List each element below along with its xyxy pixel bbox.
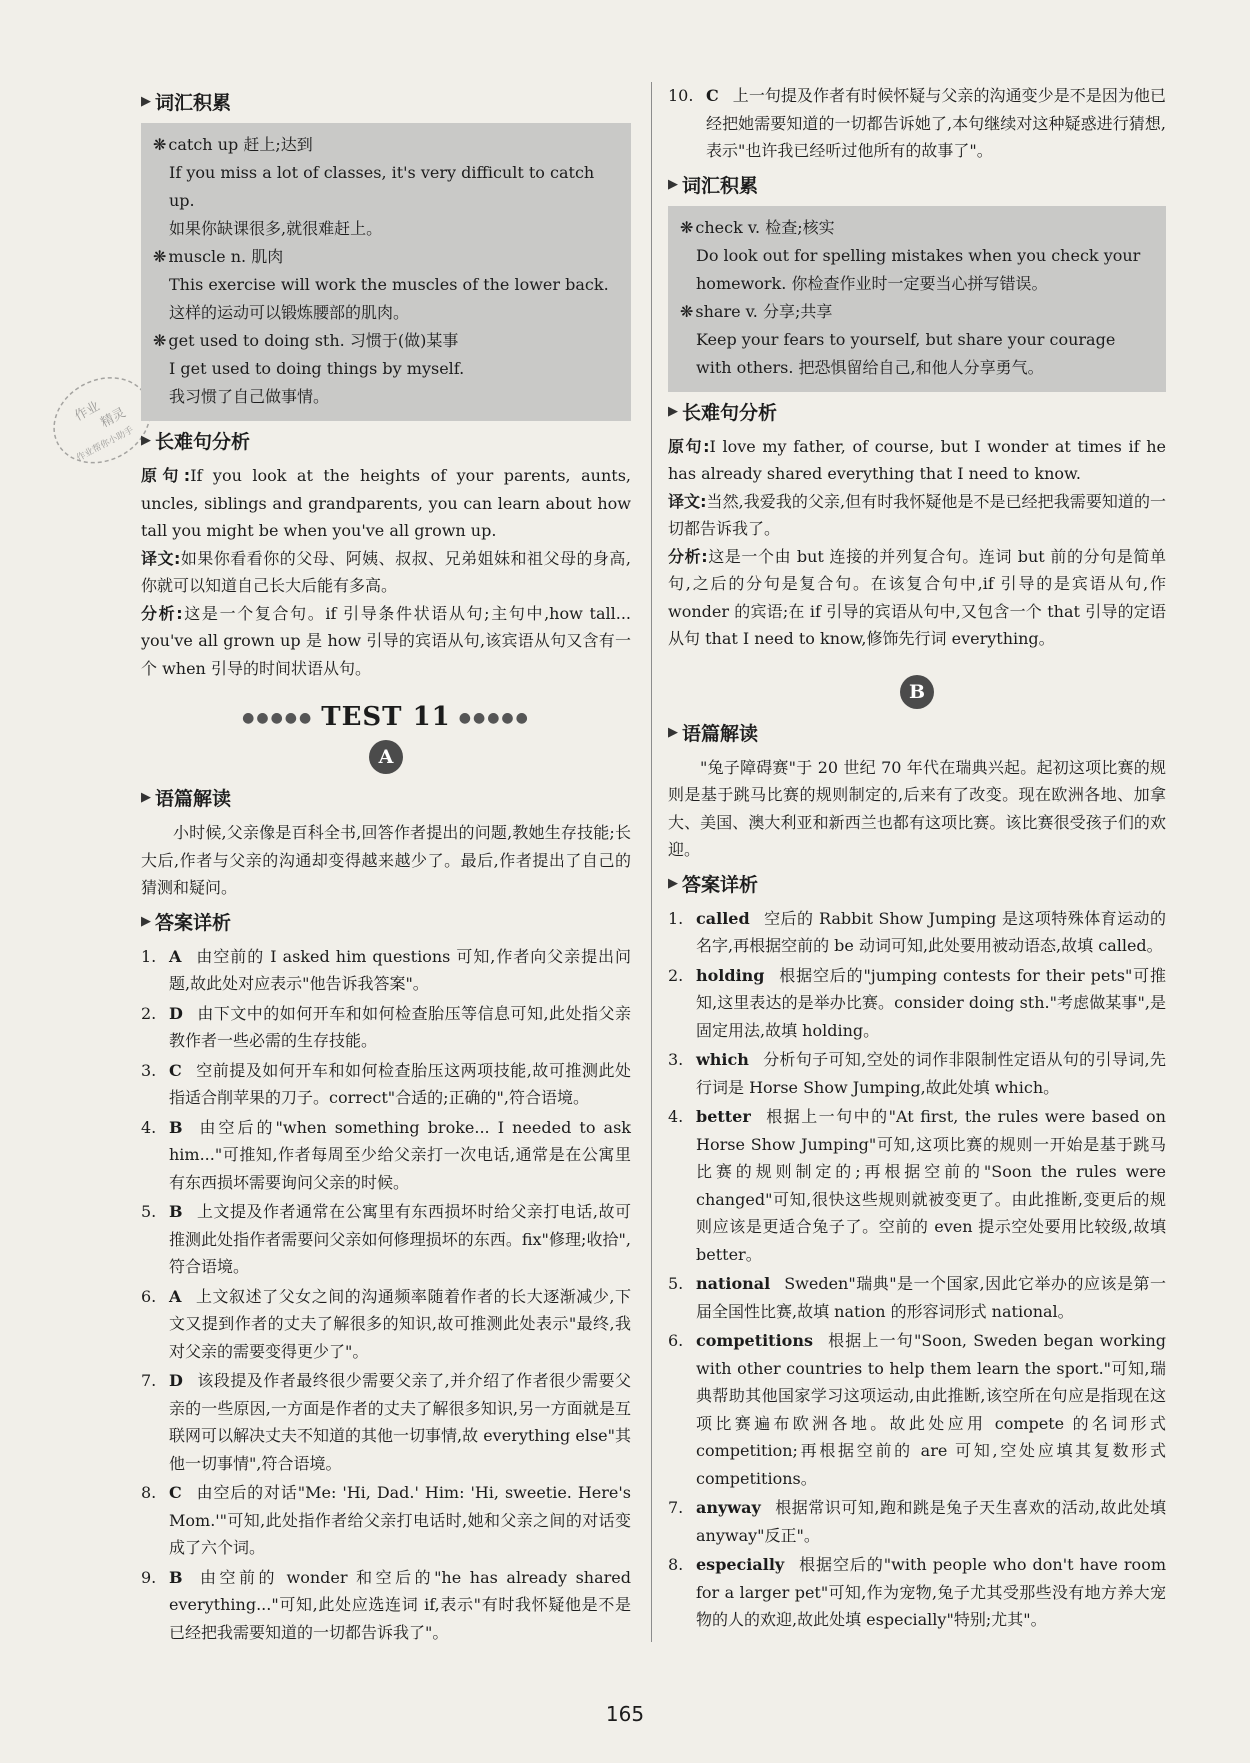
triangle-icon: ▶ [668,403,678,419]
original-sentence: 原句:I love my father, of course, but I wonder at times if he has already shared everything that I need to know. [668,436,1166,483]
asterisk-icon: ❋ [153,331,167,350]
answer-item: 5. national Sweden"瑞典"是一个国家,因此它举办的应该是第一届全国性比赛,故填 nation 的形容词形式 national。 [668,1274,1166,1321]
vocab-headword: ❋ get used to doing sth. 习惯于(做)某事 [153,331,459,350]
vocab-example-en: This exercise will work the muscles of the lower back. [169,275,609,294]
answer-item: 1. A 由空前的 I asked him questions 可知,作者向父亲提出问题,故此处对应表示"他告诉我答案"。 [141,946,631,993]
answer-item: 2. holding 根据空后的"jumping contests for their pets"可推知,这里表达的是举办比赛。consider doing sth."考虑做某事",是固定用法,故填 holding。 [668,965,1166,1040]
translation: 译文:当然,我爱我的父亲,但有时我怀疑他是不是已经把我需要知道的一切都告诉我了。 [668,491,1166,538]
right-vocab-heading: ▶ 词汇积累 [668,174,759,197]
left-sentence-heading: ▶ 长难句分析 [141,431,251,453]
left-vocab-heading: ▶ 词汇积累 [141,92,232,114]
passage-summary: "兔子障碍赛"于 20 世纪 70 年代在瑞典兴起。起初这项比赛的规则是基于跳马比赛的规则制定的,后来有了改变。现在欧洲各地、加拿大、美国、澳大利亚和新西兰也都有这项比赛。该比赛很受孩子们的欢迎。 [668,757,1166,859]
triangle-icon: ▶ [668,724,678,740]
answer-item: 7. D 该段提及作者最终很少需要父亲了,并介绍了作者很少需要父亲的一些原因,一方面是作者的丈夫了解很多知识,另一方面就是互联网可以解决丈夫不知道的其他一切事情,故 everything else"其他一切事情",符合语境。 [141,1371,631,1473]
vocab-example-en: I get used to doing things by myself. [169,359,465,378]
triangle-icon: ▶ [141,94,151,109]
answer-item: 2. D 由下文中的如何开车和如何检查胎压等信息可知,此处指父亲教作者一些必需的生存技能。 [141,1003,631,1050]
asterisk-icon: ❋ [680,217,694,237]
translation: 译文:如果你看看你的父母、阿姨、叔叔、兄弟姐妹和祖父母的身高,你就可以知道自己长大后能有多高。 [141,548,631,595]
triangle-icon: ▶ [141,913,151,929]
right-sentence-heading: ▶ 长难句分析 [668,401,778,424]
triangle-icon: ▶ [141,790,151,805]
original-sentence: 原句:If you look at the heights of your parents, aunts, uncles, siblings and grandparents, you can learn about how tall you might be when you've all grown up. [141,466,631,540]
vocab-example-zh: 如果你缺课很多,就很难赶上。 [169,219,383,238]
vocab-headword: ❋ check v. 检查;核实 [680,217,835,237]
passage-summary: 小时候,父亲像是百科全书,回答作者提出的问题,教她生存技能;长大后,作者与父亲的沟通却变得越来越少了。最后,作者提出了自己的猜测和疑问。 [141,823,631,897]
analysis: 分析:这是一个由 but 连接的并列复合句。连词 but 前的分句是简单句,之后的分句是复合句。在该复合句中,if 引导的是宾语从句,作 wonder 的宾语;在 if 引导的宾语从句中,又包含一个 that 引导的定语从句 that I need to know,修饰先行词 everything。 [668,546,1166,648]
left-passage-heading: ▶ 语篇解读 [141,788,232,810]
vocab-example-zh: 这样的运动可以锻炼腰部的肌肉。 [169,303,410,322]
analysis: 分析:这是一个复合句。if 引导条件状语从句;主句中,how tall... you've all grown up 是 how 引导的宾语从句,该宾语从句又含有一个 when 引导的时间状语从句。 [141,603,631,678]
answer-item: 5. B 上文提及作者通常在公寓里有东西损坏时给父亲打电话,故可推测此处指作者需要问父亲如何修理损坏的东西。fix"修理;收拾",符合语境。 [141,1202,631,1276]
triangle-icon: ▶ [668,875,678,891]
stamp-line3: 作业帮你小助手 [75,425,136,464]
section-a-badge: A [369,740,403,774]
answer-item: 7. anyway 根据常识可知,跑和跳是兔子天生喜欢的活动,故此处填 anyway"反正"。 [668,1498,1166,1545]
answer-item: 6. A 上文叙述了父女之间的沟通频率随着作者的长大逐渐减少,下文又提到作者的丈夫了解很多的知识,故可推测此处表示"最终,我对父亲的需要变得更少了"。 [141,1286,631,1361]
answer-item: 3. which 分析句子可知,空处的词作非限制性定语从句的引导词,先行词是 Horse Show Jumping,故此处填 which。 [668,1050,1166,1097]
right-column [668,82,1166,1636]
vocab-example-en: If you miss a lot of classes, it's very difficult to catch up. [169,163,595,210]
section-b-badge: B [900,675,934,709]
left-vocab-box [141,123,631,421]
stamp-line1: 作业 [72,398,103,425]
answer-item: 8. C 由空后的对话"Me: 'Hi, Dad.' Him: 'Hi, sweetie. Here's Mom.'"可知,此处指作者给父亲打电话时,她和父亲之间的对话变成了六个词。 [141,1483,631,1557]
left-answer-list [141,943,631,1647]
answer-item: 9. B 由空前的 wonder 和空后的"he has already shared everything..."可知,此处应选连词 if,表示"有时我怀疑他是不是已经把我需要知道的一切都告诉我了"。 [141,1567,631,1642]
stamp-line2: 精灵 [98,405,129,431]
vocab-example: Do look out for spelling mistakes when you check your homework. 你检查作业时一定要当心拼写错误。 [696,245,1141,293]
vocab-headword: ❋ catch up 赶上;达到 [153,135,313,154]
asterisk-icon: ❋ [153,247,167,266]
vocab-example: Keep your fears to yourself, but share your courage with others. 把恐惧留给自己,和他人分享勇气。 [696,329,1116,377]
answer-item: 3. C 空前提及如何开车和如何检查胎压这两项技能,故可推测此处指适合削苹果的刀子。correct"合适的;正确的",符合语境。 [141,1060,631,1107]
triangle-icon: ▶ [668,176,678,192]
vocab-headword: ❋ share v. 分享;共享 [680,301,833,321]
right-answer-list [668,905,1166,1634]
column-divider [651,82,652,1642]
asterisk-icon: ❋ [153,135,167,154]
test-title: ●●●●● TEST 11 ●●●●● [242,702,530,732]
title-dots-left: ●●●●● [242,710,314,726]
page-number: 165 [605,1702,645,1726]
left-column [141,82,631,1648]
right-vocab-box [668,206,1166,392]
right-answers-heading: ▶ 答案详析 [668,873,759,896]
answer-item: 6. competitions 根据上一句"Soon, Sweden began working with other countries to help them learn the sport."可知,瑞典帮助其他国家学习这项运动,由此推断,该空所在句应是指现在这项比赛遍布欧洲各地。故此处应用 compete 的名词形式 competition;再根据空前的 are 可知,空处应填其复数形式 competitions。 [668,1331,1166,1488]
answer-item: 4. B 由空后的"when something broke... I needed to ask him..."可推知,作者每周至少给父亲打一次电话,通常是在公寓里有东西损坏需要询问父亲的时候。 [141,1117,631,1192]
asterisk-icon: ❋ [680,301,694,321]
answer-item: 4. better 根据上一句中的"At first, the rules were based on Horse Show Jumping"可知,这项比赛的规则一开始是基于跳马比赛的规则制定的;再根据空前的"Soon the rules were changed"可知,很快这些规则就被变更了。由此推断,变更后的规则应该是更适合兔子了。空前的 even 提示空处要用比较级,故填 better。 [668,1107,1166,1264]
vocab-example-zh: 我习惯了自己做事情。 [169,387,330,406]
triangle-icon: ▶ [141,433,151,448]
right-answer-10 [668,82,1166,165]
answer-item: 10. C 上一句提及作者有时候怀疑与父亲的沟通变少是不是因为他已经把她需要知道的一切都告诉她了,本句继续对这种疑惑进行猜想,表示"也许我已经听过他所有的故事了"。 [668,86,1166,160]
right-passage-heading: ▶ 语篇解读 [668,722,759,745]
answer-item: 8. especially 根据空后的"with people who don't have room for a larger pet"可知,作为宠物,兔子尤其受那些没有地方养大宠物的人的欢迎,故此处填 especially"特别;尤其"。 [668,1555,1166,1629]
left-answers-heading: ▶ 答案详析 [141,911,232,934]
title-dots-right: ●●●●● [458,710,530,726]
answer-item: 1. called 空后的 Rabbit Show Jumping 是这项特殊体育运动的名字,再根据空前的 be 动词可知,此处要用被动语态,故填 called。 [668,908,1166,955]
vocab-headword: ❋ muscle n. 肌肉 [153,247,284,266]
